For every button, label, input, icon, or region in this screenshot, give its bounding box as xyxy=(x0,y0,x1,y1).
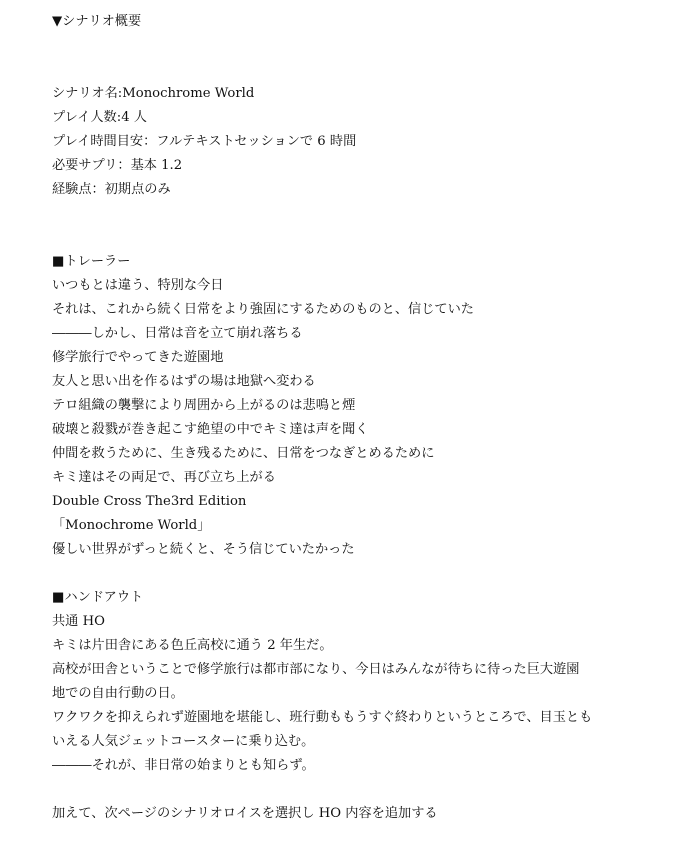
trailer-line: 優しい世界がずっと続くと、そう信じていたかった xyxy=(52,542,355,557)
handout-footer-note: 加えて、次ページのシナリオロイスを選択し HO 内容を追加する xyxy=(52,806,438,821)
spacer xyxy=(52,202,652,250)
handout-line: 地での自由行動の日。 xyxy=(52,686,184,701)
overview-required-supplements: 必要サプリ：基本 1.2 xyxy=(52,158,183,173)
spacer xyxy=(52,34,652,82)
trailer-heading: ■トレーラー xyxy=(52,254,131,269)
trailer-line: 「Monochrome World」 xyxy=(52,518,211,533)
trailer-line: それは、これから続く日常をより強固にするためのものと、信じていた xyxy=(52,302,474,317)
spacer xyxy=(52,562,652,586)
trailer-line: 友人と思い出を作るはずの場は地獄へ変わる xyxy=(52,374,316,389)
trailer-line: キミ達はその両足で、再び立ち上がる xyxy=(52,470,276,485)
overview-experience-points: 経験点：初期点のみ xyxy=(52,182,171,197)
trailer-line: Double Cross The3rd Edition xyxy=(52,494,247,509)
overview-player-count: プレイ人数:4 人 xyxy=(52,110,147,125)
spacer xyxy=(52,778,652,802)
handout-line: ―――それが、非日常の始まりとも知らず。 xyxy=(52,758,315,773)
trailer-line: テロ組織の襲撃により周囲から上がるのは悲鳴と煙 xyxy=(52,398,356,413)
handout-line: キミは片田舎にある色丘高校に通う 2 年生だ。 xyxy=(52,638,333,653)
handout-line: いえる人気ジェットコースターに乗り込む。 xyxy=(52,734,315,749)
overview-play-time: プレイ時間目安：フルテキストセッションで 6 時間 xyxy=(52,134,357,149)
trailer-line: ―――しかし、日常は音を立て崩れ落ちる xyxy=(52,326,303,341)
trailer-line: 破壊と殺戮が巻き起こす絶望の中でキミ達は声を聞く xyxy=(52,422,369,437)
document-page xyxy=(52,10,652,826)
trailer-line: 修学旅行でやってきた遊園地 xyxy=(52,350,224,365)
handout-heading: ■ハンドアウト xyxy=(52,590,144,605)
trailer-line: 仲間を救うために、生き残るために、日常をつなぎとめるために xyxy=(52,446,435,461)
overview-heading: ▼シナリオ概要 xyxy=(52,14,142,29)
handout-line: 高校が田舎ということで修学旅行は都市部になり、今日はみんなが待ちに待った巨大遊園 xyxy=(52,662,580,677)
trailer-line: いつもとは違う、特別な今日 xyxy=(52,278,224,293)
handout-common-label: 共通 HO xyxy=(52,614,105,629)
overview-scenario-name: シナリオ名:Monochrome World xyxy=(52,86,255,101)
handout-line: ワクワクを抑えられず遊園地を堪能し、班行動ももうすぐ終わりというところで、目玉とも xyxy=(52,710,593,725)
